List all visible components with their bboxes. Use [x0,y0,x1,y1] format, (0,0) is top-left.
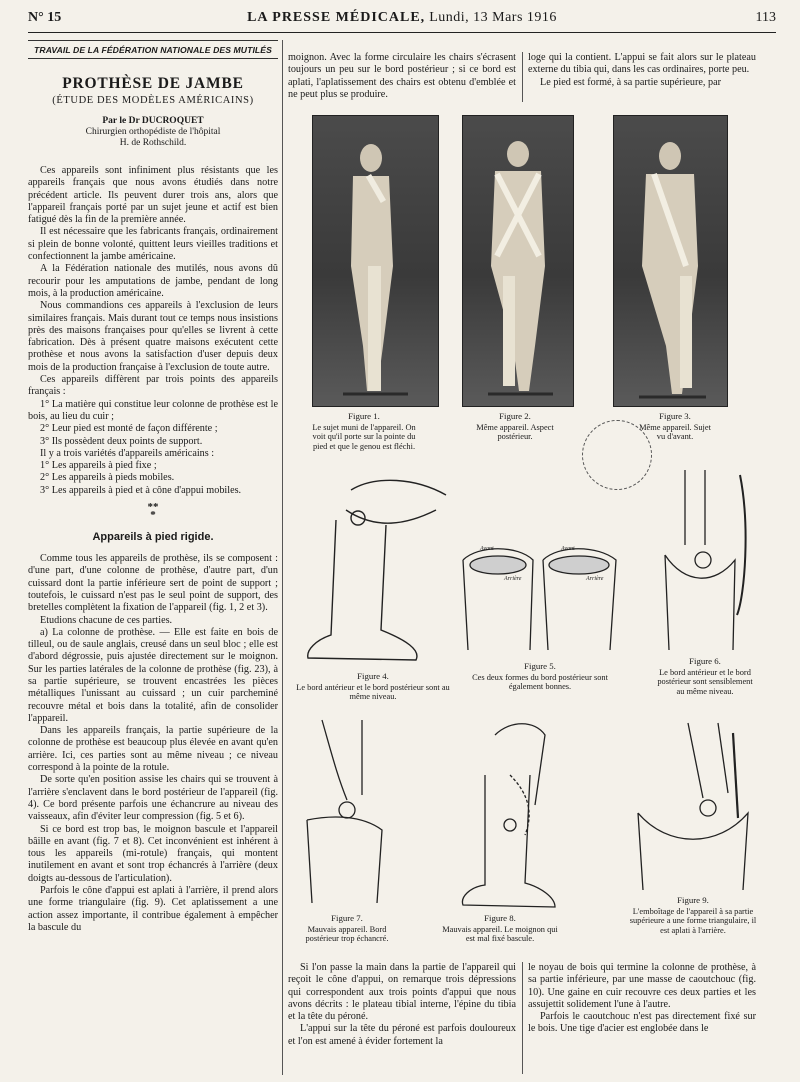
figure-4-drawing [296,470,456,670]
figure-1-caption [308,412,420,451]
figure-label: Figure 1. [348,411,380,421]
caption-text: Ces deux formes du bord postérieur sont également bonnes. [472,672,608,692]
bottom-column-middle [288,962,516,1048]
paragraph: Parfois le caoutchouc n'est pas directement fixé sur le bois. Une tige d'acier est englobée dans le [528,1011,756,1035]
bottom-column-right [528,962,756,1036]
paragraph: le noyau de bois qui termine la colonne de prothèse, à sa partie inférieure, par une masse de caoutchouc (fig. 10). Une gaine en cuir recouvre ces deux parties et les assujettit solidement l'une à l'autre. [528,962,756,1010]
figure-3-photo [613,115,728,407]
caption-text: Le sujet muni de l'appareil. On voit qu'il porte sur la pointe du pied et que le genou est fléchi. [312,422,416,451]
author-line: Par le Dr DUCROQUET [102,116,204,126]
paragraph: Le pied est formé, à sa partie supérieure, par [540,76,722,88]
section-stars: ** * [147,501,159,522]
paragraph: 3° Ils possèdent deux points de support. [40,435,203,447]
figure-5-caption [460,662,620,692]
figure-label: Figure 9. [677,895,709,905]
fig5-label-avant-2: Avant [561,546,575,552]
caption-text: L'emboîtage de l'appareil à sa partie supérieure a une forme triangulaire, il est aplati à l'arrière. [629,906,757,935]
paragraph: A la Fédération nationale des mutilés, nous avons dû recourir pour les amputations de jambe, pendant de long mois, à la production américaine. [28,263,278,299]
fig5-label-avant-1: Avant [480,546,494,552]
figure-label: Figure 5. [524,661,556,671]
column-divider-bottom [522,962,523,1074]
body-text [28,553,278,934]
paragraph: 1° La matière qui constitue leur colonne de prothèse est le bois, au lieu du cuir ; [28,398,278,422]
paragraph: L'appui sur la tête du péroné est parfois douloureux et l'on est amené à évider fortement la [288,1023,516,1047]
article-title: PROTHÈSE DE JAMBE [62,75,244,92]
figure-8-caption [440,914,560,944]
article-subtitle: (ÉTUDE DES MODÈLES AMÉRICAINS) [52,95,254,106]
kicker-rule-bottom [28,58,278,59]
caption-text: Mauvais appareil. Le moignon qui est mal fixé bascule. [442,924,558,944]
author-hospital: H. de Rothschild. [119,138,187,148]
caption-text: Le bord antérieur et le bord postérieur sont sensiblement au même niveau. [657,667,753,696]
paragraph: Il y a trois variétés d'appareils américains : [40,447,215,459]
figure-9-caption [628,896,758,935]
page-header [28,6,776,33]
paragraph: a) La colonne de prothèse. — Elle est faite en bois de tilleul, ou de saule anglais, creusé dans un seul bloc ; elle est d'abord dégrossie, puis ajustée directement sur le moignon. Sur les parties latérales de la colonne de prothèse (fig. 23), à sa partie supérieure, se trouvent encastrées les pièces métalliques l'unissant au cuissard ; un cuir parcheminé recouvre métal et bois dans la totalité, afin de consolider l'appareil. [28,626,278,724]
intro-text [28,165,278,497]
paragraph: Comme tous les appareils de prothèse, ils se composent : d'une part, d'une colonne de prothèse, d'autre part, d'un cuissard dont la partie inférieure sert de point de support ; toutefois, le cuissard n'est pas le seul point de support, des bretelles complètent la fixation de l'appareil (fig. 1, 2 et 3). [28,553,278,614]
paragraph: loge qui la contient. L'appui se fait alors sur le plateau externe du tibia qui, dans les cas ordinaires, porte peu. [528,52,756,76]
paragraph: 2° Leur pied est monté de façon différente ; [40,423,218,435]
author-title: Chirurgien orthopédiste de l'hôpital [85,127,221,137]
figure-1-photo [312,115,439,407]
figure-9-drawing [628,718,758,893]
kicker-rule [28,40,278,41]
page-number: 113 [755,10,776,25]
figure-8-drawing [455,715,565,915]
figure-2-photo [462,115,574,407]
journal-title-line [28,10,776,26]
figure-label: Figure 7. [331,913,363,923]
section-title: Appareils à pied rigide. [92,531,214,544]
figure-label: Figure 6. [689,656,721,666]
byline [28,116,278,149]
figure-3-image [614,116,727,406]
caption-text: Mauvais appareil. Bord postérieur trop échancré. [305,924,389,944]
figure-6-drawing [645,465,755,655]
paragraph: moignon. Avec la forme circulaire les chairs s'écrasent toujours un peu sur le bord postérieur ; si ce bord est aplati, l'aplatissement des chairs est obtenu d'emblée et ne peut plus se produire. [288,52,516,100]
paragraph: Il est nécessaire que les fabricants français, ordinairement si plein de bonne volonté, quittent leurs vieilles traditions et confectionnent la jambe américaine. [28,226,278,263]
figure-label: Figure 2. [499,411,531,421]
caption-text: Même appareil. Aspect postérieur. [476,422,554,442]
top-column-right [528,52,756,89]
figure-label: Figure 4. [357,671,389,681]
figure-label: Figure 3. [659,411,691,421]
paragraph: Ces appareils sont infiniment plus résistants que les appareils français que nous avons étudiés dans notre précédent article. Ils peuvent durer trois ans, alors que l'appareil français porté par un sujet jeune et actif est bien fatigué dès la fin de la première année. [28,165,278,226]
column-divider [282,40,283,1075]
figure-4-caption [288,672,458,702]
figure-2-caption [470,412,560,442]
column-divider-top [522,52,523,102]
figure-6-caption [655,657,755,696]
paragraph: Parfois le cône d'appui est aplati à l'arrière, il prend alors une forme triangulaire (fig. 9). Cet aplatissement a une action assez importante, il contribue également à empêcher la bascule du [28,885,278,933]
issue-date: Lundi, 13 Mars 1916 [429,10,557,25]
top-column-middle [288,52,516,101]
figure-5-drawing [458,540,623,655]
issue-number: N° 15 [28,10,62,25]
paragraph: Etudions chacune de ces parties. [40,614,173,626]
fig5-label-arriere-2: Arrière [586,576,604,582]
caption-text: Le bord antérieur et le bord postérieur sont au même niveau. [296,682,450,702]
figure-7-drawing [292,715,402,905]
caption-text: Même appareil. Sujet vu d'avant. [639,422,711,442]
paragraph: Ces appareils diffèrent par trois points des appareils français : [28,374,278,398]
paragraph: 3° Les appareils à pied et à cône d'appui mobiles. [40,484,242,496]
figure-2-image [463,116,573,406]
paragraph: De sorte qu'en position assise les chairs qui se trouvent à l'arrière s'enclavent dans le bord postérieur de l'appareil (fig. 4). Ce bord présente parfois une échancrure au niveau des vaisseaux, afin d'éviter leur compression (fig. 5 et 6). [28,774,278,823]
figure-1-image [313,116,438,406]
library-stamp [582,420,652,490]
paragraph: 1° Les appareils à pied fixe ; [40,460,157,472]
paragraph: 2° Les appareils à pieds mobiles. [40,472,175,484]
article-kicker: TRAVAIL DE LA FÉDÉRATION NATIONALE DES MUTILÉS [34,45,272,55]
fig5-label-arriere-1: Arrière [504,576,522,582]
paragraph: Si ce bord est trop bas, le moignon bascule et l'appareil bâille en avant (fig. 7 et 8). Cet inconvénient est inhérent à tous les appareils (mi-rotule) français, qui montent inutilement en avant et sont trop échancrés à l'arrière (deux doigts au-dessous de l'articulation). [28,823,278,884]
figure-label: Figure 8. [484,913,516,923]
paragraph: Nous commandions ces appareils à l'exclusion de leurs similaires français. Mais durant tout ce temps nous insistions près des maisons françaises pour qu'elles se livrent à cette fabrication. Dès à présent quatre maisons exécutent cette prothèse et nous avons la satisfaction d'user depuis deux mois de la production française à l'exclusion de toute autre. [28,300,278,373]
figure-7-caption [292,914,402,944]
paragraph: Dans les appareils français, la partie supérieure de la colonne de prothèse est beaucoup plus élevée en avant qu'en arrière. Ici, ces parties sont au même niveau ; ce niveau correspond à la pointe de la rotule. [28,725,278,774]
left-column [28,40,278,1080]
paragraph: Si l'on passe la main dans la partie de l'appareil qui reçoit le cône d'appui, on remarque trois dépressions qui correspondent aux trois points d'appui que nous avons décrits : le plateau tibial interne, l'épine du tibia et la tête du péroné. [288,962,516,1023]
journal-name: LA PRESSE MÉDICALE, [247,10,426,25]
